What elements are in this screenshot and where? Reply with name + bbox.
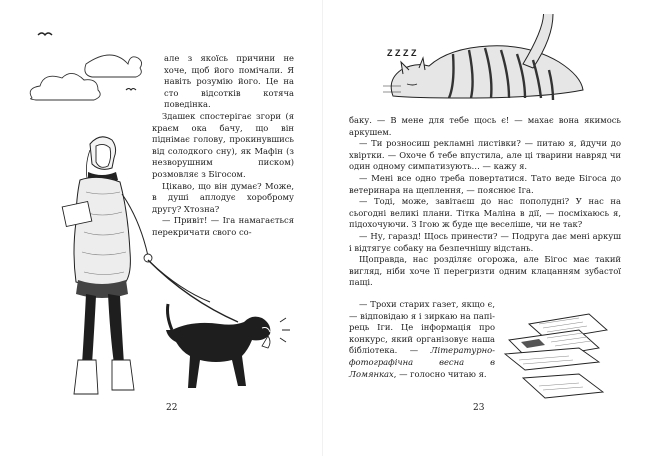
paragraph: — Ти розносиш рекламні листівки? — питаю я, йдучи до хвіртки. — Охоче б тебе впустила, але ці тварини навряд чи один одному симпатизують… — кажу я. <box>349 138 621 172</box>
newspaper-icon <box>505 348 599 370</box>
boot-icon <box>74 360 98 394</box>
paragraph: баку. — В мене для тебе щось є! — махає вона якимось аркушем. <box>349 115 621 137</box>
right-text-bottom <box>349 299 495 380</box>
left-text-top <box>164 53 294 111</box>
page-number: 22 <box>166 403 178 413</box>
paragraph: — Ну, гаразд! Щось принести? — Подруга дає мені аркуш і відтягує собаку на безпечнішу відстань. <box>349 230 621 253</box>
paragraph: — Привіт! — Іга намагається перекричати свого со- <box>152 215 294 237</box>
cloud-illustration <box>24 66 124 111</box>
paragraph-end: , — голосно читаю я. <box>393 368 487 379</box>
leg-icon <box>82 294 96 364</box>
right-page <box>323 0 645 456</box>
newspapers-illustration <box>499 304 627 410</box>
paragraph: — Тоді, може, завітаєш до нас пополудні? У нас на сьогодні великі плани. Тітка Маліна в дії, — посміхаюсь я, підохочуючи. З Ігою ж буде ще веселіше, чи не так? <box>349 196 621 230</box>
paragraph-with-title <box>349 299 495 380</box>
bird-icon <box>38 33 52 35</box>
dog-icon <box>166 317 270 388</box>
bird-icon <box>126 89 136 91</box>
zzz-sound-effect: Z Z Z Z <box>387 48 417 58</box>
sleeping-cat-illustration <box>373 14 613 114</box>
paragraph: — Мені все одно треба повертатися. Тато веде Бігоса до ветеринара на щеплення, — пояснює Іга. <box>349 172 621 195</box>
girl-walking-dog-illustration <box>30 132 300 402</box>
paragraph-start: — Трохи старих газет, якщо є, — відповідаю я і зиркаю на папірець Іги. Це інформація про конкурс, який організовує наша бібліотека. — <box>349 299 495 356</box>
leg-icon <box>108 294 124 364</box>
right-text-main <box>349 115 621 289</box>
page-number: 23 <box>473 403 485 413</box>
left-page <box>0 0 322 456</box>
paragraph: Щоправда, нас розділяє огорожа, але Бігос має такий вигляд, ніби хоче її перегризти одним клацанням зубастої пащі. <box>349 254 621 288</box>
paragraph: але з якоїсь причини не хоче, щоб його помічали. Я навіть розумію його. Це на сто відсотків котяча поведінка. <box>164 53 294 110</box>
boot-icon <box>112 360 134 390</box>
paragraph: Здашек спостерігає згори (я краєм ока бачу, що він піднімає голову, прокинувшись від солодкого сну), як Мафін (з незворушним писком) розмовляє з Бігосом. <box>152 111 294 179</box>
cloud-icon <box>30 73 100 100</box>
newspaper-icon <box>523 374 603 398</box>
leash-icon <box>148 260 238 322</box>
paragraph: Цікаво, що він думає? Може, в душі аплодує хороброму другу? Хтозна? <box>152 180 294 214</box>
contest-title: Літературно-фотографічна весна в Ломянках <box>349 345 495 379</box>
face-icon <box>96 144 111 167</box>
